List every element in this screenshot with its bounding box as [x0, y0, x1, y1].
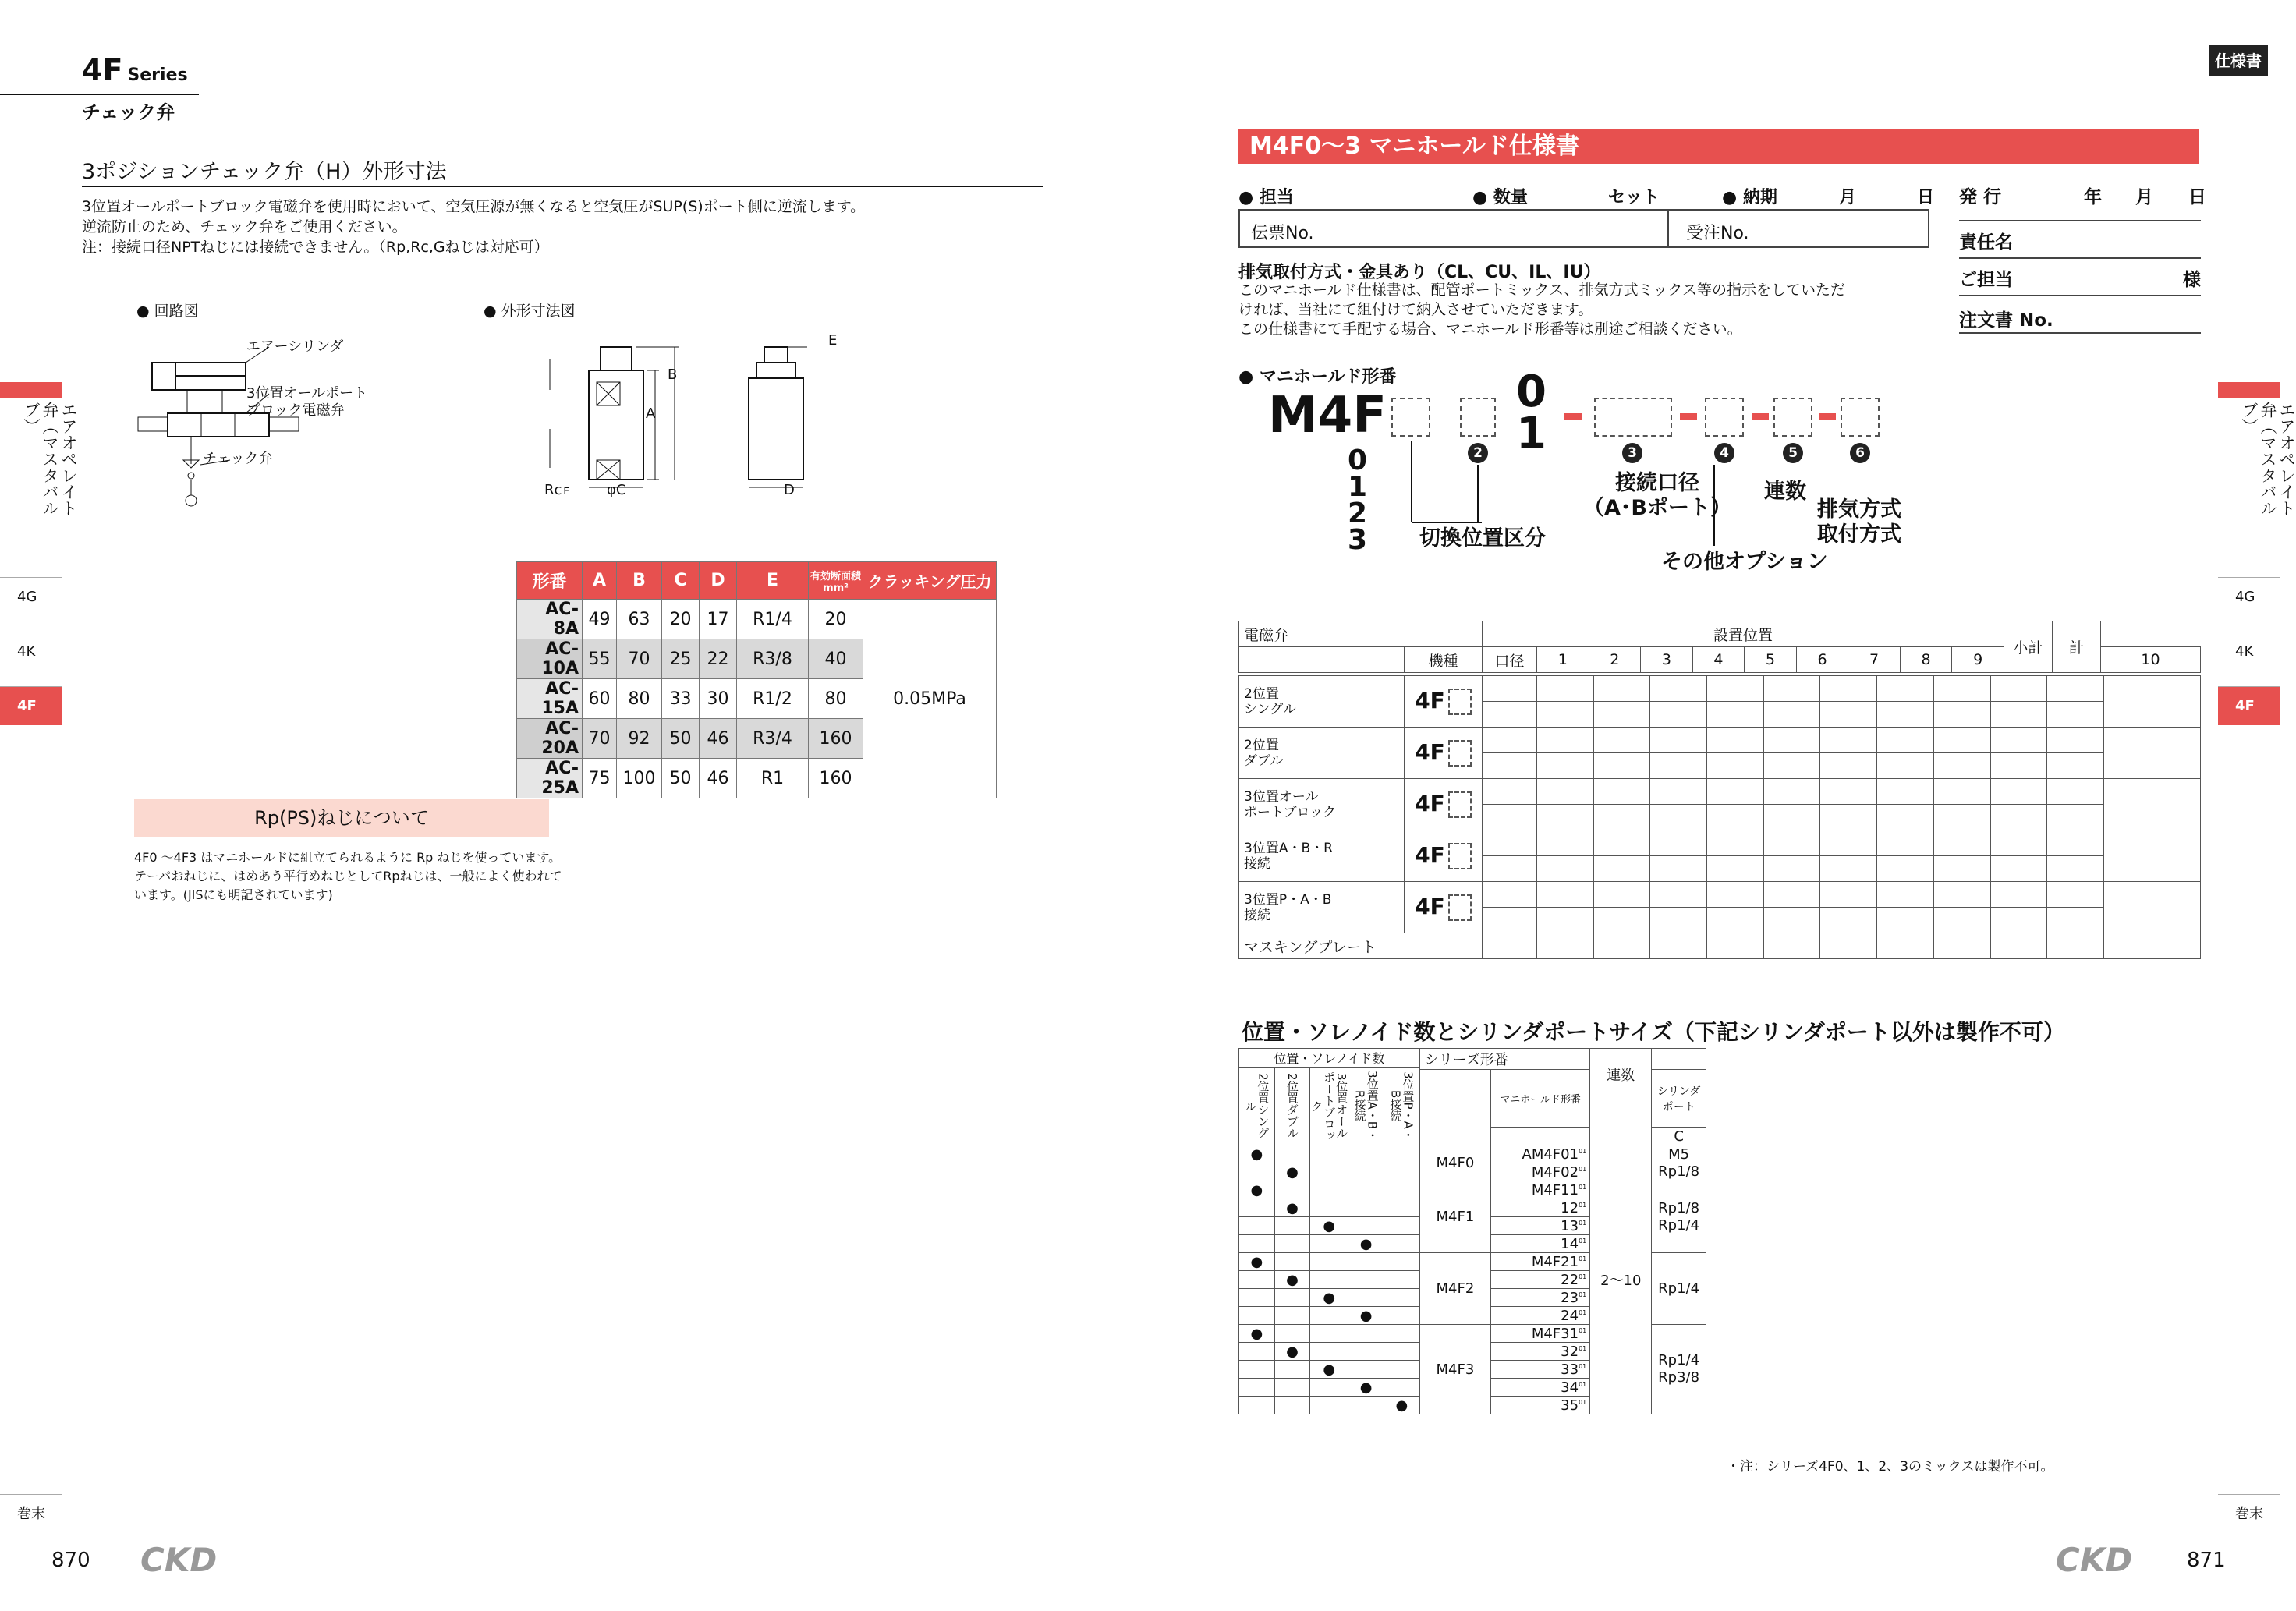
valve-row	[1239, 676, 2201, 702]
grid-cell[interactable]	[1763, 728, 1820, 753]
manifold-model: $13^{01}$	[1491, 1217, 1590, 1235]
grid-cell[interactable]	[1707, 728, 1764, 753]
ckd-logo-right: CKD	[2056, 1541, 2133, 1579]
install-header: 設置位置	[1483, 621, 2004, 647]
grid-cell[interactable]	[1877, 702, 1934, 728]
grid-cell[interactable]	[1877, 728, 1934, 753]
th-c: C	[662, 562, 700, 600]
grid-cell[interactable]	[1933, 830, 1990, 856]
series-header: シリーズ形番	[1419, 1049, 1590, 1070]
subtotal-cell[interactable]	[2104, 728, 2152, 779]
grid-cell[interactable]	[1483, 882, 1537, 908]
manifold-model: $M4F31^{01}$	[1491, 1325, 1590, 1343]
issuer-box: 発 行 年 月 日 責任名 ご担当 様 注文書 No.	[1959, 182, 2201, 334]
check-valve-spec-table	[516, 561, 997, 798]
grid-cell[interactable]	[1537, 753, 1594, 779]
grid-cell[interactable]	[1820, 805, 1877, 830]
position-title: 位置・ソレノイド数とシリンダポートサイズ（下記シリンダポート以外は製作不可）	[1242, 1019, 2065, 1045]
th-model: 形番	[517, 562, 583, 600]
model-prefix: M4F	[1268, 387, 1387, 444]
mix-note: ・注：シリーズ4F0、1、2、3のミックスは製作不可。	[1727, 1459, 2054, 1475]
grid-cell[interactable]	[1483, 753, 1537, 779]
dim-rc: Rc E	[544, 482, 569, 498]
masking-plate: マスキングプレート	[1239, 933, 1483, 959]
grid-cell[interactable]	[1650, 676, 1707, 702]
grid-cell[interactable]	[2047, 856, 2104, 882]
check-valve-label: チェック弁	[203, 451, 273, 467]
table-row: AC-25A 75 100 50 46 R1 160	[517, 759, 997, 798]
grid-cell[interactable]	[2047, 702, 2104, 728]
grid-cell[interactable]	[1763, 856, 1820, 882]
ren-value: 2～10	[1590, 1145, 1652, 1414]
pos-head: 3位置P・A・B接続	[1384, 1068, 1420, 1145]
grid-cell[interactable]	[1990, 933, 2047, 959]
grid-cell[interactable]	[1877, 676, 1934, 702]
cylinder-port: M5 Rp1/8	[1652, 1145, 1706, 1181]
outline-label: ● 外形寸法図	[484, 303, 576, 320]
total-cell[interactable]	[2152, 728, 2201, 779]
grid-cell[interactable]	[1933, 805, 1990, 830]
grid-cell[interactable]	[1990, 830, 2047, 856]
series-name: M4F3	[1419, 1325, 1490, 1414]
th-area: 有効断面積 mm²	[809, 562, 863, 600]
subtotal-cell[interactable]	[2104, 830, 2152, 882]
other-option-label: その他オプション	[1661, 550, 1828, 574]
valve-row	[1239, 779, 2201, 805]
cyl-c: C	[1652, 1128, 1706, 1145]
valve-label-2: ブロック電磁弁	[246, 402, 345, 419]
grid-cell[interactable]	[1483, 805, 1537, 830]
dim-e: E	[828, 332, 838, 349]
grid-cell[interactable]	[1483, 908, 1537, 933]
total-cell[interactable]	[2152, 882, 2201, 933]
grid-cell[interactable]	[1537, 805, 1594, 830]
model-code-label: ● マニホールド形番	[1238, 367, 1397, 387]
subtotal-cell[interactable]	[2104, 676, 2152, 728]
grid-cell[interactable]	[2047, 805, 2104, 830]
bullet: ●	[1250, 1325, 1263, 1342]
dash-1	[1564, 413, 1582, 420]
manifold-model: $M4F02^{01}$	[1491, 1163, 1590, 1181]
grid-cell[interactable]	[1707, 856, 1764, 882]
cylinder-port: Rp1/4	[1652, 1253, 1706, 1325]
th-a: A	[583, 562, 617, 600]
grid-cell[interactable]	[1763, 676, 1820, 702]
grid-body	[1238, 675, 2201, 959]
series-name: M4F2	[1419, 1253, 1490, 1325]
grid-cell[interactable]	[1933, 753, 1990, 779]
circle-2: 2	[1468, 443, 1488, 463]
table-row: AC-20A 70 92 50 46 R3/4 160	[517, 719, 997, 759]
grid-cell[interactable]	[1763, 882, 1820, 908]
grid-cell[interactable]	[1537, 856, 1594, 882]
grid-cell[interactable]	[1820, 908, 1877, 933]
cyl-header: シリンダポート	[1652, 1070, 1706, 1128]
manifold-model: $34^{01}$	[1491, 1379, 1590, 1397]
grid-cell[interactable]	[1877, 779, 1934, 805]
grid-cell[interactable]	[1933, 882, 1990, 908]
th-cracking: クラッキング圧力	[863, 562, 997, 600]
grid-cell[interactable]	[2047, 908, 2104, 933]
valve-type: 3位置オール ポートブロック	[1239, 779, 1405, 830]
side-tab-label-right: エアオペレイト弁（マスタバルブ）	[2240, 402, 2296, 516]
grid-cell[interactable]	[1483, 702, 1537, 728]
manifold-model: $22^{01}$	[1491, 1271, 1590, 1289]
grid-cell[interactable]	[1820, 882, 1877, 908]
grid-cell[interactable]	[1990, 753, 2047, 779]
grid-cell[interactable]	[1483, 676, 1537, 702]
table-row: AC-15A 60 80 33 30 R1/2 80	[517, 679, 997, 719]
grid-cell[interactable]	[1763, 805, 1820, 830]
grid-cell[interactable]	[1650, 779, 1707, 805]
series-title: 4F Series	[82, 53, 188, 87]
switch-label: 切換位置区分	[1419, 526, 1546, 551]
tab-4f-right[interactable]: 4F	[2218, 686, 2280, 725]
bullet: ●	[1286, 1199, 1299, 1216]
slip-box	[1238, 209, 1929, 248]
grid-cell[interactable]	[2047, 753, 2104, 779]
circle-4: 4	[1714, 443, 1734, 463]
grid-cell[interactable]	[1537, 830, 1594, 856]
valve-model: 4F	[1405, 728, 1483, 779]
manifold-model: $AM4F01^{01}$	[1491, 1145, 1590, 1163]
cracking-pressure: 0.05MPa	[863, 600, 997, 798]
exhaust-text: このマニホールド仕様書は、配管ポートミックス、排気方式ミックス等の指示をしていただ ければ、当社にて組付けて納入させていただきます。 この仕様書にて手配する場合、マニホールド形番等は別途ご相談ください。	[1238, 281, 1846, 338]
spec-tab: 仕様書	[2209, 45, 2268, 76]
bullet: ●	[1359, 1307, 1373, 1324]
grid-cell[interactable]	[1763, 830, 1820, 856]
grid-cell[interactable]	[1593, 882, 1650, 908]
bullet: ●	[1395, 1397, 1408, 1414]
grid-cell[interactable]	[1537, 933, 1594, 959]
manifold-model: $M4F11^{01}$	[1491, 1181, 1590, 1199]
circle-6: 6	[1850, 443, 1870, 463]
grid-cell[interactable]	[1820, 728, 1877, 753]
th-e: E	[737, 562, 809, 600]
side-index-red-left	[0, 382, 62, 398]
bullet: ●	[1250, 1145, 1263, 1163]
grid-cell[interactable]	[1820, 933, 1877, 959]
valve-header: 電磁弁	[1239, 621, 1483, 647]
grid-cell[interactable]	[1537, 779, 1594, 805]
grid-cell[interactable]	[1650, 856, 1707, 882]
pos-head: 3位置オールポートブロック	[1310, 1068, 1348, 1145]
grid-cell[interactable]	[1483, 728, 1537, 753]
tab-4k-right[interactable]: 4K	[2218, 632, 2280, 671]
bullet: ●	[1250, 1181, 1263, 1199]
manifold-model: $35^{01}$	[1491, 1397, 1590, 1414]
grid-cell[interactable]	[1763, 753, 1820, 779]
dash-2	[1680, 413, 1697, 420]
circuit-label: ● 回路図	[136, 303, 199, 320]
bullet: ●	[1250, 1253, 1263, 1270]
grid-cell[interactable]	[1990, 856, 2047, 882]
manifold-model: $24^{01}$	[1491, 1307, 1590, 1325]
port-label: 接続口径 （A･Bポート）	[1583, 471, 1731, 520]
grid-cell[interactable]	[1820, 856, 1877, 882]
kishu-header: 機種	[1405, 647, 1483, 673]
pos-head: 2位置ダブル	[1274, 1068, 1309, 1145]
grid-cell[interactable]	[1707, 676, 1764, 702]
grid-cell[interactable]	[1483, 779, 1537, 805]
grid-cell[interactable]	[2047, 830, 2104, 856]
dim-b: B	[668, 366, 678, 383]
grid-cell[interactable]	[1650, 805, 1707, 830]
pos-group-header: 位置・ソレノイド数	[1239, 1049, 1420, 1068]
grid-cell[interactable]	[1537, 908, 1594, 933]
grid-cell[interactable]	[1933, 933, 1990, 959]
side-tab-label-left: エアオペレイト弁（マスタバルブ）	[22, 402, 78, 516]
total-cell[interactable]	[2152, 830, 2201, 882]
grid-cell[interactable]	[2047, 779, 2104, 805]
bullet: ●	[1323, 1217, 1336, 1234]
tab-appendix-right[interactable]: 巻末	[2218, 1494, 2280, 1533]
section-rule	[82, 186, 1043, 187]
pos-head: 2位置シングル	[1239, 1068, 1275, 1145]
grid-cell[interactable]	[1707, 908, 1764, 933]
exhaust-box[interactable]	[1841, 398, 1880, 437]
series-name: M4F0	[1419, 1145, 1490, 1181]
grid-cell[interactable]	[1877, 882, 1934, 908]
bullet: ●	[1359, 1235, 1373, 1252]
grid-cell[interactable]	[1593, 728, 1650, 753]
grid-cell[interactable]	[1877, 856, 1934, 882]
circuit-diagram	[129, 328, 378, 546]
manifold-model: $M4F21^{01}$	[1491, 1253, 1590, 1271]
pos-head: 3位置A・B・R接続	[1348, 1068, 1384, 1145]
bullet: ●	[1286, 1271, 1299, 1288]
subtotal-cell[interactable]	[2104, 882, 2152, 933]
grid-cell[interactable]	[1820, 830, 1877, 856]
grid-cell[interactable]	[1593, 830, 1650, 856]
tab-4g-right[interactable]: 4G	[2218, 577, 2280, 616]
grid-cell[interactable]	[1650, 882, 1707, 908]
valve-row	[1239, 830, 2201, 856]
valve-row	[1239, 728, 2201, 753]
grid-cell[interactable]	[1650, 830, 1707, 856]
kokei-header: 口径	[1483, 647, 1537, 673]
grid-cell[interactable]	[1763, 908, 1820, 933]
bullet: ●	[1323, 1289, 1336, 1306]
code2-box[interactable]	[1460, 398, 1496, 437]
grid-cell[interactable]	[1877, 805, 1934, 830]
table-row	[1239, 1145, 1706, 1163]
grid-cell[interactable]	[1933, 856, 1990, 882]
bullet: ●	[1286, 1343, 1299, 1360]
grid-cell[interactable]	[1483, 856, 1537, 882]
grid-cell[interactable]	[1537, 728, 1594, 753]
grid-cell[interactable]	[1933, 908, 1990, 933]
section-title: 3ポジションチェック弁（H）外形寸法	[82, 160, 447, 184]
table-row: AC-10A 55 70 25 22 R3/8 40	[517, 639, 997, 679]
grid-cell[interactable]	[1933, 779, 1990, 805]
ckd-logo-left: CKD	[140, 1541, 218, 1579]
grid-cell[interactable]	[1763, 933, 1820, 959]
bullet: ●	[1323, 1361, 1336, 1378]
grid-cell[interactable]	[2047, 882, 2104, 908]
model-options-col: 0 1 2 3	[1348, 444, 1368, 556]
switch-box[interactable]	[1391, 398, 1430, 437]
ren-box[interactable]	[1773, 398, 1812, 437]
dash-3	[1752, 413, 1769, 420]
th-b: B	[617, 562, 662, 600]
manifold-model: $32^{01}$	[1491, 1343, 1590, 1361]
dim-d: D	[784, 482, 795, 498]
intro-text: 3位置オールポートブロック電磁弁を使用時において、空気圧源が無くなると空気圧がSUP(S)ポート側に逆流します。 逆流防止のため、チェック弁をご使用ください。 注：接続口径NPTねじには接続できません。（Rp,Rc,Gねじは対応可）	[82, 198, 866, 256]
manifold-spec-title: M4F0～3 マニホールド仕様書	[1238, 129, 2199, 164]
valve-type: 2位置 シングル	[1239, 676, 1405, 728]
grid-cell[interactable]	[2047, 676, 2104, 702]
grid-cell[interactable]	[1593, 856, 1650, 882]
grid-cell[interactable]	[1820, 702, 1877, 728]
tab-4f-left[interactable]: 4F	[0, 686, 62, 725]
series-name: M4F1	[1419, 1181, 1490, 1253]
grid-cell[interactable]	[1877, 908, 1934, 933]
option-box[interactable]	[1705, 398, 1744, 437]
grid-cell[interactable]	[1593, 676, 1650, 702]
outline-drawing	[530, 335, 827, 507]
valve-type: 3位置A・B・R 接続	[1239, 830, 1405, 882]
valve-model: 4F	[1405, 830, 1483, 882]
grid-cell[interactable]	[1707, 702, 1764, 728]
valve-type: 2位置 ダブル	[1239, 728, 1405, 779]
grid-cell[interactable]	[1990, 779, 2047, 805]
manifold-header: マニホールド形番	[1491, 1070, 1590, 1128]
total-cell[interactable]	[2152, 779, 2201, 830]
valve-model: 4F	[1405, 676, 1483, 728]
bullet: ●	[1286, 1163, 1299, 1181]
side-index-red-right	[2218, 382, 2280, 398]
grid-cell[interactable]	[1933, 728, 1990, 753]
grid-cell[interactable]	[1990, 702, 2047, 728]
grid-cell[interactable]	[1990, 805, 2047, 830]
circle-5: 5	[1783, 443, 1803, 463]
grid-cell[interactable]	[1990, 676, 2047, 702]
position-table	[1238, 1048, 1706, 1414]
grid-cell[interactable]	[1593, 908, 1650, 933]
installation-grid: 電磁弁 設置位置 小計 計 機種 口径 1 2 3 4 5 6 7 8 9 10	[1238, 621, 2201, 673]
grid-cell[interactable]	[1707, 779, 1764, 805]
tab-appendix-left[interactable]: 巻末	[0, 1494, 62, 1533]
tab-4g-left[interactable]: 4G	[0, 577, 62, 616]
th-d: D	[700, 562, 737, 600]
grid-cell[interactable]	[1537, 702, 1594, 728]
grid-cell[interactable]	[1593, 702, 1650, 728]
valve-label-1: 3位置オールポート	[246, 385, 368, 402]
grid-cell[interactable]	[1650, 728, 1707, 753]
valve-model: 4F	[1405, 779, 1483, 830]
grid-cell[interactable]	[1707, 805, 1764, 830]
order-no-label: 受注No.	[1686, 224, 1749, 243]
cylinder-port: Rp1/4 Rp3/8	[1652, 1325, 1706, 1414]
grid-cell[interactable]	[1933, 676, 1990, 702]
manifold-model: $23^{01}$	[1491, 1289, 1590, 1307]
manifold-model: $33^{01}$	[1491, 1361, 1590, 1379]
grid-cell[interactable]	[1483, 933, 1537, 959]
dim-c: φC	[607, 482, 626, 498]
grid-cell[interactable]	[1990, 882, 2047, 908]
dim-a: A	[646, 405, 656, 422]
grid-cell[interactable]	[1537, 882, 1594, 908]
cylinder-label: エアーシリンダ	[246, 338, 344, 355]
exhaust-label: 排気方式 取付方式	[1817, 497, 1901, 547]
grid-cell[interactable]	[1650, 933, 1707, 959]
cylinder-port: Rp1/8 Rp1/4	[1652, 1181, 1706, 1253]
grid-cell[interactable]	[1877, 753, 1934, 779]
grid-cell[interactable]	[1877, 933, 1934, 959]
grid-cell[interactable]	[1820, 676, 1877, 702]
grid-cell[interactable]	[1990, 908, 2047, 933]
grid-cell[interactable]	[1483, 830, 1537, 856]
manifold-model: $14^{01}$	[1491, 1235, 1590, 1253]
grid-cell[interactable]	[1707, 830, 1764, 856]
grid-cell[interactable]	[1650, 908, 1707, 933]
grid-cell[interactable]	[1593, 779, 1650, 805]
grid-cell[interactable]	[1593, 805, 1650, 830]
grid-cell[interactable]	[1593, 933, 1650, 959]
digit-top: 0	[1516, 366, 1547, 417]
valve-type: 3位置P・A・B 接続	[1239, 882, 1405, 933]
grid-cell[interactable]	[2047, 933, 2104, 959]
digit-bottom: 1	[1516, 409, 1547, 459]
grid-cell[interactable]	[1990, 728, 2047, 753]
total-header: 計	[2052, 621, 2100, 673]
grid-cell[interactable]	[1650, 753, 1707, 779]
grid-cell[interactable]	[2047, 728, 2104, 753]
grid-cell[interactable]	[1707, 753, 1764, 779]
grid-cell[interactable]	[1707, 933, 1764, 959]
tab-4k-left[interactable]: 4K	[0, 632, 62, 671]
series-subtitle: チェック弁	[82, 101, 175, 123]
bullet: ●	[1359, 1379, 1373, 1396]
page-number-left: 870	[51, 1549, 90, 1572]
grid-cell[interactable]	[1820, 779, 1877, 805]
table-row: AC- 8A 49 63 20 17 R1/4 20 0.05MPa	[517, 600, 997, 639]
subtotal-header: 小計	[2004, 621, 2052, 673]
valve-model: 4F	[1405, 882, 1483, 933]
rp-note-title: Rp(PS)ねじについて	[134, 799, 549, 837]
grid-cell[interactable]	[1877, 830, 1934, 856]
grid-cell[interactable]	[1593, 753, 1650, 779]
grid-cell[interactable]	[1820, 753, 1877, 779]
page-number-right: 871	[2187, 1549, 2226, 1572]
exhaust-title: 排気取付方式・金具あり（CL、CU、IL、IU）	[1238, 263, 1601, 282]
slip-no-label: 伝票No.	[1251, 224, 1314, 243]
subtotal-cell[interactable]	[2104, 779, 2152, 830]
grid-cell[interactable]	[1650, 702, 1707, 728]
grid-cell[interactable]	[1763, 779, 1820, 805]
dash-4	[1819, 413, 1836, 420]
port-box[interactable]	[1594, 398, 1672, 437]
grid-cell[interactable]	[1537, 676, 1594, 702]
valve-row	[1239, 882, 2201, 908]
total-cell[interactable]	[2152, 676, 2201, 728]
ren-label: 連数	[1764, 480, 1806, 504]
circle-3: 3	[1622, 443, 1642, 463]
grid-cell[interactable]	[1763, 702, 1820, 728]
ren-header: 連数	[1590, 1049, 1652, 1145]
grid-cell[interactable]	[1933, 702, 1990, 728]
grid-cell[interactable]	[1707, 882, 1764, 908]
rp-note-text: 4F0 ～4F3 はマニホールドに組立てられるように Rp ねじを使っています。 テーパおねじに、はめあう平行めねじとしてRpねじは、一般によく使われて います。(JISにも明記されています)	[134, 850, 562, 902]
form-row-1: ● 担当 ● 数量 セット ● 納期 月 日	[1238, 188, 1935, 207]
manifold-model: $12^{01}$	[1491, 1199, 1590, 1217]
series-rule	[0, 94, 199, 95]
